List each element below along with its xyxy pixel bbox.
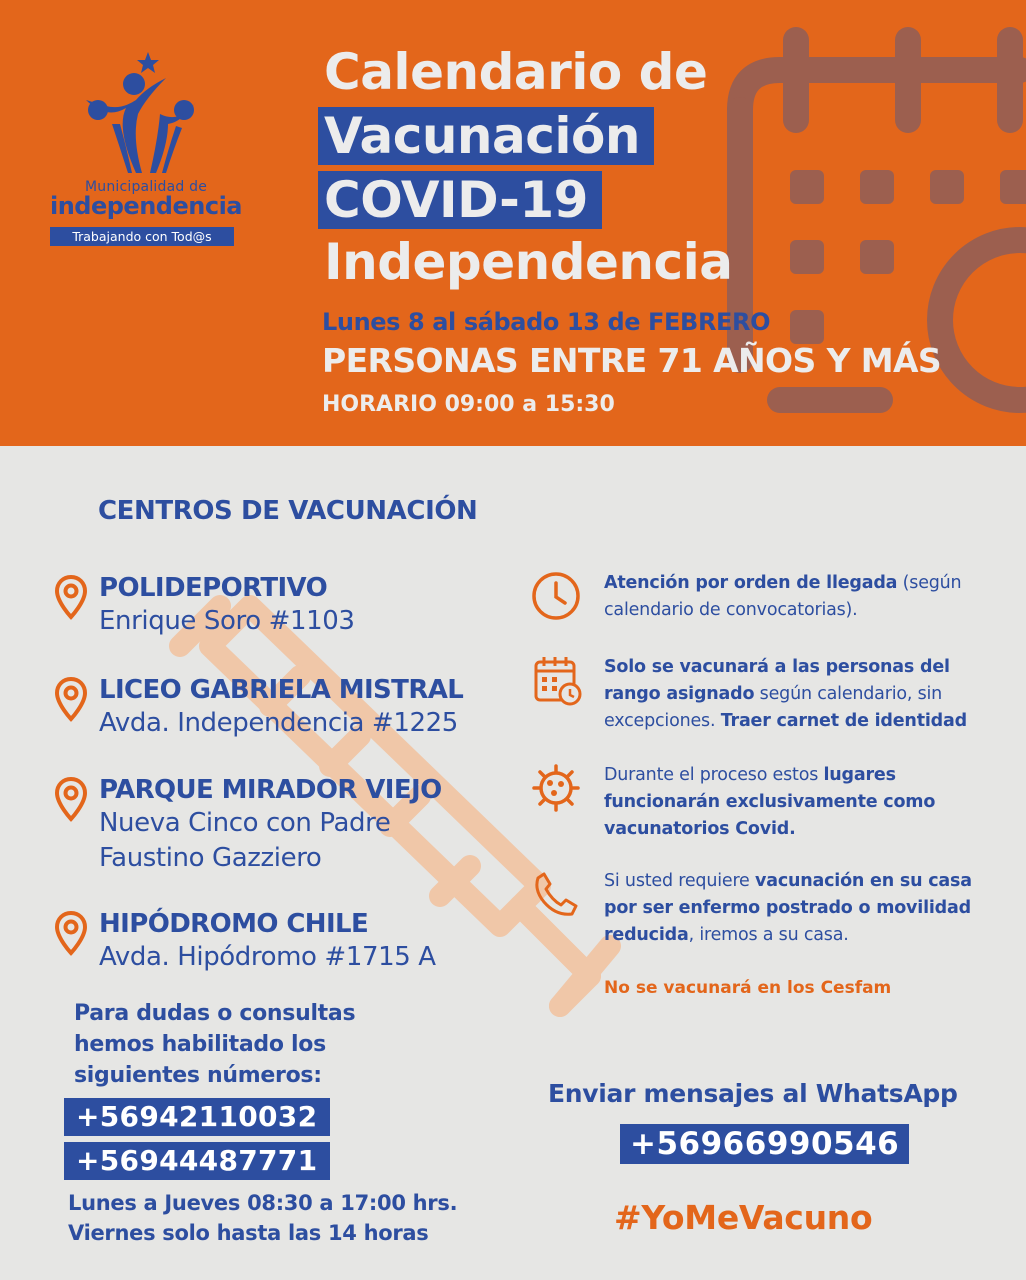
info-text: [604, 762, 1010, 843]
center-name: LICEO GABRIELA MISTRAL: [99, 675, 464, 705]
center-name: HIPÓDROMO CHILE: [99, 909, 369, 939]
consult-line: hemos habilitado los: [74, 1032, 326, 1057]
schedule: HORARIO 09:00 a 15:30: [322, 392, 615, 417]
content-area: [0, 446, 1026, 1280]
center-name: PARQUE MIRADOR VIEJO: [99, 775, 442, 805]
consult-text: [74, 998, 355, 1091]
phone-number-2[interactable]: +56944487771: [64, 1142, 330, 1180]
info-bold: Atención por orden de llegada: [604, 573, 898, 593]
phone-icon: [530, 868, 582, 920]
phone-number-1[interactable]: +56942110032: [64, 1098, 330, 1136]
info-rest: (según calendario de convocatorias).: [604, 573, 962, 620]
calendar-clock-icon: [530, 654, 584, 708]
title-line2-box: Vacunación: [318, 107, 654, 165]
info-bold: Traer carnet de identidad: [720, 711, 967, 731]
title-line1: Calendario de: [324, 43, 708, 101]
virus-icon: [530, 762, 582, 814]
clock-icon: [530, 570, 582, 622]
header-banner: [0, 0, 1026, 446]
info-text: [604, 868, 1010, 949]
target-group: PERSONAS ENTRE 71 AÑOS Y MÁS: [322, 341, 942, 380]
info-bold: vacunación en su casa por ser enfermo postrado o movilidad reducida: [604, 871, 972, 945]
center-address: Enrique Soro #1103: [99, 606, 355, 636]
title-line4: Independencia: [324, 233, 733, 291]
info-rest: , iremos a su casa.: [688, 925, 849, 945]
info-rest: según calendario, sin excepciones.: [604, 684, 943, 731]
center-item: [54, 572, 524, 639]
attention-hours: [68, 1188, 457, 1248]
info-bold: Solo se vacunará a las personas del rango asignado: [604, 657, 950, 704]
info-item: [530, 868, 1010, 949]
info-text: [604, 570, 1010, 624]
title-line2: [324, 108, 654, 164]
hours-line: Viernes solo hasta las 14 horas: [68, 1221, 429, 1245]
info-item: [530, 570, 1010, 624]
info-item: [530, 654, 1010, 735]
title-line3: [324, 172, 602, 228]
consult-line: siguientes números:: [74, 1063, 322, 1088]
whatsapp-phone[interactable]: +56966990546: [620, 1124, 909, 1164]
location-pin-icon: [54, 676, 88, 722]
centers-title: CENTROS DE VACUNACIÓN: [98, 496, 478, 526]
location-pin-icon: [54, 776, 88, 822]
consult-line: Para dudas o consultas: [74, 1001, 356, 1026]
info-rest: Si usted requiere: [604, 871, 755, 891]
center-address: Avda. Independencia #1225: [99, 708, 458, 738]
date-range: Lunes 8 al sábado 13 de FEBRERO: [322, 308, 771, 336]
title-line3-box: COVID-19: [318, 171, 602, 229]
info-rest: Durante el proceso estos: [604, 765, 824, 785]
hashtag: #YoMeVacuno: [614, 1198, 873, 1237]
info-item: [530, 762, 1010, 843]
hours-line: Lunes a Jueves 08:30 a 17:00 hrs.: [68, 1191, 458, 1215]
logo-line2: independencia: [49, 192, 242, 220]
logo-line1: Municipalidad de: [84, 179, 208, 195]
info-bold: lugares funcionarán exclusivamente como vacunatorios Covid.: [604, 765, 936, 839]
center-address: Nueva Cinco con Padre Faustino Gazziero: [99, 808, 391, 873]
center-name: POLIDEPORTIVO: [99, 573, 328, 603]
municipality-logo: [46, 48, 246, 246]
logo-people-icon: [76, 48, 206, 173]
logo-tagline: Trabajando con Tod@s: [50, 227, 234, 246]
whatsapp-label: Enviar mensajes al WhatsApp: [548, 1079, 958, 1108]
location-pin-icon: [54, 574, 88, 620]
location-pin-icon: [54, 910, 88, 956]
no-cesfam-notice: No se vacunará en los Cesfam: [604, 978, 892, 998]
center-address: Avda. Hipódromo #1715 A: [99, 942, 436, 972]
center-item: [54, 774, 474, 876]
info-text: [604, 654, 1010, 735]
center-item: [54, 674, 524, 741]
center-item: [54, 908, 524, 975]
